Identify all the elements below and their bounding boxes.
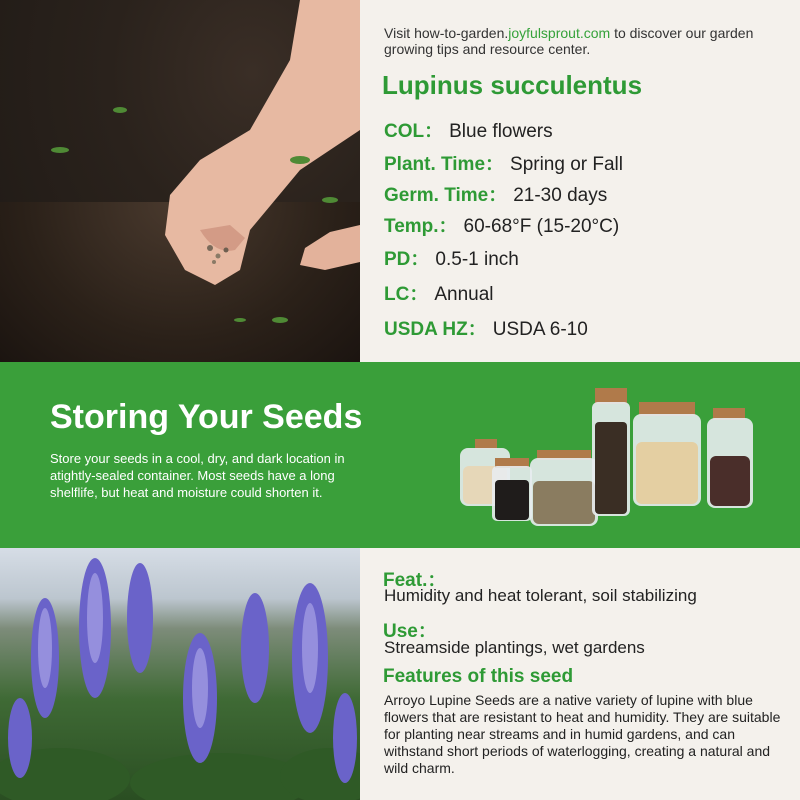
- visit-prefix: Visit how-to-garden.: [384, 25, 509, 41]
- jar-small-seeds: [530, 450, 598, 526]
- spec-life-cycle: [384, 279, 494, 306]
- spec-germ-time: [384, 180, 607, 207]
- hands-illustration: [0, 0, 360, 362]
- feat-label: Feat.：: [383, 570, 447, 591]
- spec-key: COL：: [384, 121, 444, 142]
- jar-tall-dark-seeds: [592, 388, 630, 516]
- soil-hands-photo: [0, 0, 360, 362]
- bottom-section: [0, 548, 800, 800]
- storing-title: Storing Your Seeds: [50, 398, 363, 436]
- spec-key: Temp.：: [384, 216, 458, 237]
- jar-pumpkin-seeds: [633, 402, 701, 506]
- feat-value: Humidity and heat tolerant, soil stabilizing: [384, 586, 697, 605]
- spec-key: Germ. Time：: [384, 185, 508, 206]
- plant-name: Lupinus succulentus: [382, 70, 643, 100]
- spec-value: Blue flowers: [449, 121, 553, 142]
- use-label: Use：: [383, 621, 437, 642]
- spec-planting-depth: [384, 244, 519, 271]
- jar-black-seeds: [492, 458, 532, 521]
- spec-key: LC：: [384, 284, 429, 305]
- spec-plant-time: [384, 149, 623, 176]
- spec-value: Annual: [434, 284, 494, 305]
- spec-value: 60-68°F (15-20°C): [463, 216, 620, 237]
- spec-key: USDA HZ：: [384, 319, 487, 340]
- jar-mixed-beans: [707, 408, 753, 508]
- spec-usda-zone: [384, 314, 588, 341]
- visit-note: [384, 25, 784, 57]
- spec-value: Spring or Fall: [510, 154, 624, 175]
- storing-text: Store your seeds in a cool, dry, and dark location in atightly-sealed container. Most seeds have a long shelflife, but heat and moisture could shorten it.: [50, 451, 345, 500]
- spec-value: USDA 6-10: [492, 319, 588, 340]
- storing-seeds-banner: [0, 362, 800, 548]
- spec-temperature: [384, 211, 619, 238]
- site-link[interactable]: joyfulsprout.com: [508, 25, 611, 41]
- features-text: Arroyo Lupine Seeds are a native variety of lupine with blue flowers that are resistant to heat and humidity. They are suitable for planting near streams and in humid gardens, and can withstand short periods of waterlogging, creating a natural and wild charm.: [384, 692, 781, 776]
- lupine-illustration: [0, 548, 360, 800]
- plant-info-panel: [360, 0, 800, 362]
- lupine-flowers-photo: [0, 548, 360, 800]
- spec-value: 21-30 days: [513, 185, 608, 206]
- features-label: Features of this seed: [383, 666, 574, 687]
- spec-color: [384, 116, 553, 143]
- features-panel: [360, 548, 800, 800]
- spec-key: PD：: [384, 249, 430, 270]
- top-section: [0, 0, 800, 362]
- spec-value: 0.5-1 inch: [435, 249, 519, 270]
- use-value: Streamside plantings, wet gardens: [384, 638, 645, 657]
- seed-jars-image: [455, 386, 760, 526]
- visit-suffix: to discover our garden growing tips and resource center.: [384, 25, 754, 57]
- spec-key: Plant. Time：: [384, 154, 505, 175]
